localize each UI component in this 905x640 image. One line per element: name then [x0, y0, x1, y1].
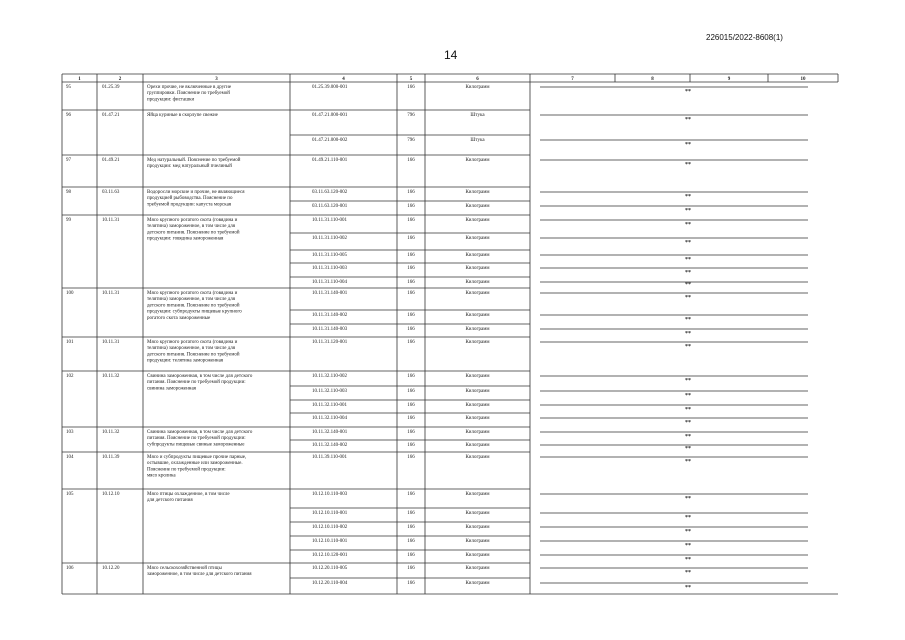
- okei-code: 166: [407, 340, 415, 345]
- product-name: питания. Пояснение по требуемой продукции:: [147, 436, 246, 442]
- product-name: Свинина замороженная, в том числе для детского: [147, 374, 253, 379]
- ktru-code: 10.12.10.110-003: [312, 492, 348, 497]
- value-mark: **: [685, 407, 691, 413]
- okpd-code: 10.11.31: [102, 340, 120, 345]
- unit-name: Килограмм: [465, 158, 490, 163]
- value-mark: **: [685, 317, 691, 323]
- okei-code: 166: [407, 85, 415, 90]
- okei-code: 166: [407, 416, 415, 421]
- ktru-code: 10.11.31.110-004: [312, 280, 348, 285]
- ktru-code: 10.11.31.120-001: [312, 340, 348, 345]
- product-name: детского питания. Пояснение по требуемой: [147, 303, 240, 309]
- ktru-code: 10.11.32.140-002: [312, 443, 348, 448]
- okei-code: 166: [407, 291, 415, 296]
- unit-name: Килограмм: [465, 280, 490, 285]
- value-mark: **: [685, 446, 691, 452]
- value-mark: **: [685, 295, 691, 301]
- unit-name: Килограмм: [465, 389, 490, 394]
- page-number: 14: [444, 48, 458, 62]
- unit-name: Килограмм: [465, 525, 490, 530]
- product-name: Мясо крупного рогатого скота (говядина и: [147, 218, 238, 223]
- okpd-code: 01.47.21: [102, 113, 120, 118]
- ktru-code: 01.49.21.110-001: [312, 158, 348, 163]
- product-name: телятина) замороженное, в том числе для: [147, 224, 236, 230]
- column-header: 8: [651, 77, 654, 82]
- okpd-code: 10.11.32: [102, 430, 120, 435]
- unit-name: Килограмм: [465, 566, 490, 571]
- value-mark: **: [685, 222, 691, 228]
- ktru-code: 10.11.32.140-001: [312, 430, 348, 435]
- ktru-code: 01.25.39.000-001: [312, 85, 348, 90]
- ktru-code: 10.12.20.110-005: [312, 566, 348, 571]
- ktru-code: 10.11.31.110-003: [312, 266, 348, 271]
- ktru-code: 10.11.31.110-005: [312, 253, 348, 258]
- okei-code: 166: [407, 190, 415, 195]
- column-header: 9: [727, 77, 731, 82]
- value-mark: **: [685, 117, 691, 123]
- okpd-code: 10.11.39: [102, 455, 120, 460]
- ktru-code: 10.11.31.140-003: [312, 327, 348, 332]
- product-name: свинина замороженная: [147, 386, 196, 392]
- okpd-code: 10.12.10: [102, 492, 120, 497]
- product-name: продукции: субпродукты пищевые крупного: [147, 309, 242, 315]
- product-name: продукции: телятина замороженная: [147, 358, 224, 364]
- product-name: детского питания. Пояснение по требуемой: [147, 230, 240, 236]
- value-mark: **: [685, 585, 691, 591]
- okei-code: 166: [407, 280, 415, 285]
- column-header: 10: [800, 77, 806, 82]
- column-header: 4: [342, 77, 345, 82]
- ktru-code: 10.11.32.110-002: [312, 374, 348, 379]
- okpd-code: 10.11.31: [102, 218, 120, 223]
- okpd-code: 10.11.32: [102, 374, 120, 379]
- column-header: 6: [476, 77, 479, 82]
- value-mark: **: [685, 496, 691, 502]
- value-mark: **: [685, 543, 691, 549]
- okei-code: 166: [407, 525, 415, 530]
- value-mark: **: [685, 393, 691, 399]
- okei-code: 166: [407, 581, 415, 586]
- product-name: продукции: фисташки: [147, 97, 195, 103]
- value-mark: **: [685, 515, 691, 521]
- unit-name: Килограмм: [465, 539, 490, 544]
- ktru-code: 10.11.32.110-003: [312, 389, 348, 394]
- product-name: субпродукты пищевые свиные замороженные: [147, 442, 245, 448]
- product-name: продукцией рыбоводства. Пояснение по: [147, 196, 233, 202]
- product-name: Мясо и субпродукты пищевые прочие парные,: [147, 455, 247, 460]
- okei-code: 166: [407, 204, 415, 209]
- product-name: телятина) замороженное, в том числе для: [147, 346, 236, 352]
- unit-name: Килограмм: [465, 327, 490, 332]
- value-mark: **: [685, 420, 691, 426]
- unit-name: Килограмм: [465, 236, 490, 241]
- column-header: 3: [215, 77, 218, 82]
- unit-name: Килограмм: [465, 340, 490, 345]
- value-mark: **: [685, 331, 691, 337]
- product-name: Мясо крупного рогатого скота (говядина и: [147, 340, 238, 345]
- product-name: детского питания. Пояснение по требуемой: [147, 352, 240, 358]
- unit-name: Килограмм: [465, 416, 490, 421]
- product-name: Мясо крупного рогатого скота (говядина и: [147, 291, 238, 296]
- row-number: 101: [66, 340, 74, 345]
- okei-code: 166: [407, 553, 415, 558]
- row-number: 95: [66, 85, 71, 90]
- unit-name: Килограмм: [465, 492, 490, 497]
- unit-name: Килограмм: [465, 218, 490, 223]
- ktru-code: 10.12.20.110-004: [312, 581, 348, 586]
- unit-name: Килограмм: [465, 511, 490, 516]
- unit-name: Килограмм: [465, 430, 490, 435]
- product-name: замороженное, в том числе для детского питания: [147, 572, 252, 578]
- row-number: 104: [66, 455, 74, 460]
- value-mark: **: [685, 89, 691, 95]
- value-mark: **: [685, 240, 691, 246]
- value-mark: **: [685, 378, 691, 384]
- product-name: питания. Пояснение по требуемой продукции:: [147, 380, 246, 386]
- value-mark: **: [685, 270, 691, 276]
- row-number: 98: [66, 190, 71, 195]
- row-number: 100: [66, 291, 74, 296]
- okei-code: 166: [407, 218, 415, 223]
- product-name: продукции: говядина замороженная: [147, 236, 224, 242]
- okei-code: 166: [407, 374, 415, 379]
- product-name: Мясо птицы охлажденное, в том числе: [147, 492, 230, 497]
- okei-code: 166: [407, 492, 415, 497]
- product-name: продукции: мед натуральный пчелиный: [147, 164, 232, 170]
- okpd-code: 01.25.39: [102, 85, 120, 90]
- value-mark: **: [685, 529, 691, 535]
- unit-name: Килограмм: [465, 581, 490, 586]
- value-mark: **: [685, 459, 691, 465]
- value-mark: **: [685, 142, 691, 148]
- unit-name: Штука: [470, 138, 485, 143]
- okei-code: 166: [407, 443, 415, 448]
- product-name: рогатого скота замороженные: [147, 315, 211, 321]
- ktru-code: 10.12.10.110-001: [312, 511, 348, 516]
- unit-name: Килограмм: [465, 253, 490, 258]
- okpd-code: 10.11.31: [102, 291, 120, 296]
- unit-name: Килограмм: [465, 374, 490, 379]
- value-mark: **: [685, 344, 691, 350]
- okei-code: 166: [407, 403, 415, 408]
- ktru-code: 10.11.31.110-002: [312, 236, 348, 241]
- document-number: 226015/2022-8608(1): [706, 33, 783, 42]
- product-name: группировки. Пояснение по требуемой: [147, 91, 230, 97]
- okpd-code: 10.12.20: [102, 566, 120, 571]
- product-name: Мед натуральный. Пояснение по требуемой: [147, 158, 241, 163]
- column-header: 5: [409, 77, 413, 82]
- okei-code: 166: [407, 511, 415, 516]
- ktru-code: 01.47.21.000-002: [312, 138, 348, 143]
- unit-name: Килограмм: [465, 85, 490, 90]
- value-mark: **: [685, 570, 691, 576]
- ktru-code: 10.11.39.110-001: [312, 455, 348, 460]
- okei-code: 166: [407, 566, 415, 571]
- product-name: остывшие, охлажденные или замороженные.: [147, 461, 243, 467]
- okei-code: 166: [407, 455, 415, 460]
- ktru-code: 10.12.10.110-002: [312, 525, 348, 530]
- okei-code: 166: [407, 266, 415, 271]
- row-number: 96: [66, 113, 71, 118]
- unit-name: Килограмм: [465, 403, 490, 408]
- okei-code: 166: [407, 430, 415, 435]
- product-name: Свинина замороженная, в том числе для детского: [147, 430, 253, 435]
- row-number: 105: [66, 492, 74, 497]
- value-mark: **: [685, 557, 691, 563]
- value-mark: **: [685, 194, 691, 200]
- value-mark: **: [685, 162, 691, 168]
- product-name: требуемой продукции: капуста морская: [147, 202, 232, 208]
- okei-code: 166: [407, 158, 415, 163]
- product-name: Мясо сельскохозяйственной птицы: [147, 566, 222, 571]
- column-header: 1: [78, 77, 81, 82]
- ktru-code: 10.11.31.140-001: [312, 291, 348, 296]
- okei-code: 166: [407, 253, 415, 258]
- product-name: для детского питания: [147, 498, 193, 504]
- ktru-code: 10.11.32.110-004: [312, 416, 348, 421]
- unit-name: Килограмм: [465, 443, 490, 448]
- ktru-code: 10.11.31.140-002: [312, 313, 348, 318]
- okei-code: 166: [407, 236, 415, 241]
- value-mark: **: [685, 257, 691, 263]
- okei-code: 166: [407, 313, 415, 318]
- ktru-code: 10.12.10.120-001: [312, 553, 348, 558]
- product-name: мясо кролика: [147, 473, 176, 479]
- value-mark: **: [685, 434, 691, 440]
- product-name: Яйца куриные в скорлупе свежие: [147, 113, 218, 118]
- okei-code: 796: [407, 113, 415, 118]
- value-mark: **: [685, 208, 691, 214]
- ktru-code: 10.11.31.110-001: [312, 218, 348, 223]
- product-name: Орехи прочие, не включенные в другие: [147, 85, 232, 90]
- unit-name: Килограмм: [465, 190, 490, 195]
- row-number: 99: [66, 218, 71, 223]
- column-header: 2: [118, 77, 122, 82]
- ktru-code: 03.11.63.120-002: [312, 190, 348, 195]
- unit-name: Килограмм: [465, 313, 490, 318]
- okei-code: 166: [407, 327, 415, 332]
- column-header: 7: [571, 77, 574, 82]
- value-mark: **: [685, 282, 691, 288]
- row-number: 106: [66, 566, 74, 571]
- unit-name: Килограмм: [465, 291, 490, 296]
- row-number: 97: [66, 158, 71, 163]
- unit-name: Килограмм: [465, 204, 490, 209]
- product-name: Пояснение по требуемой продукции:: [147, 467, 226, 473]
- unit-name: Штука: [470, 113, 485, 118]
- product-name: Водоросли морские и прочие, не являющиеся: [147, 190, 245, 195]
- row-number: 102: [66, 374, 74, 379]
- okei-code: 796: [407, 138, 415, 143]
- product-name: телятина) замороженное, в том числе для: [147, 297, 236, 303]
- ktru-code: 01.47.21.000-001: [312, 113, 348, 118]
- ktru-code: 10.12.10.110-001: [312, 539, 348, 544]
- okpd-code: 01.49.21: [102, 158, 120, 163]
- okpd-code: 03.11.63: [102, 190, 120, 195]
- ktru-code: 03.11.63.120-001: [312, 204, 348, 209]
- okei-code: 166: [407, 389, 415, 394]
- unit-name: Килограмм: [465, 553, 490, 558]
- ktru-code: 10.11.32.110-001: [312, 403, 348, 408]
- row-number: 103: [66, 430, 74, 435]
- okei-code: 166: [407, 539, 415, 544]
- unit-name: Килограмм: [465, 455, 490, 460]
- unit-name: Килограмм: [465, 266, 490, 271]
